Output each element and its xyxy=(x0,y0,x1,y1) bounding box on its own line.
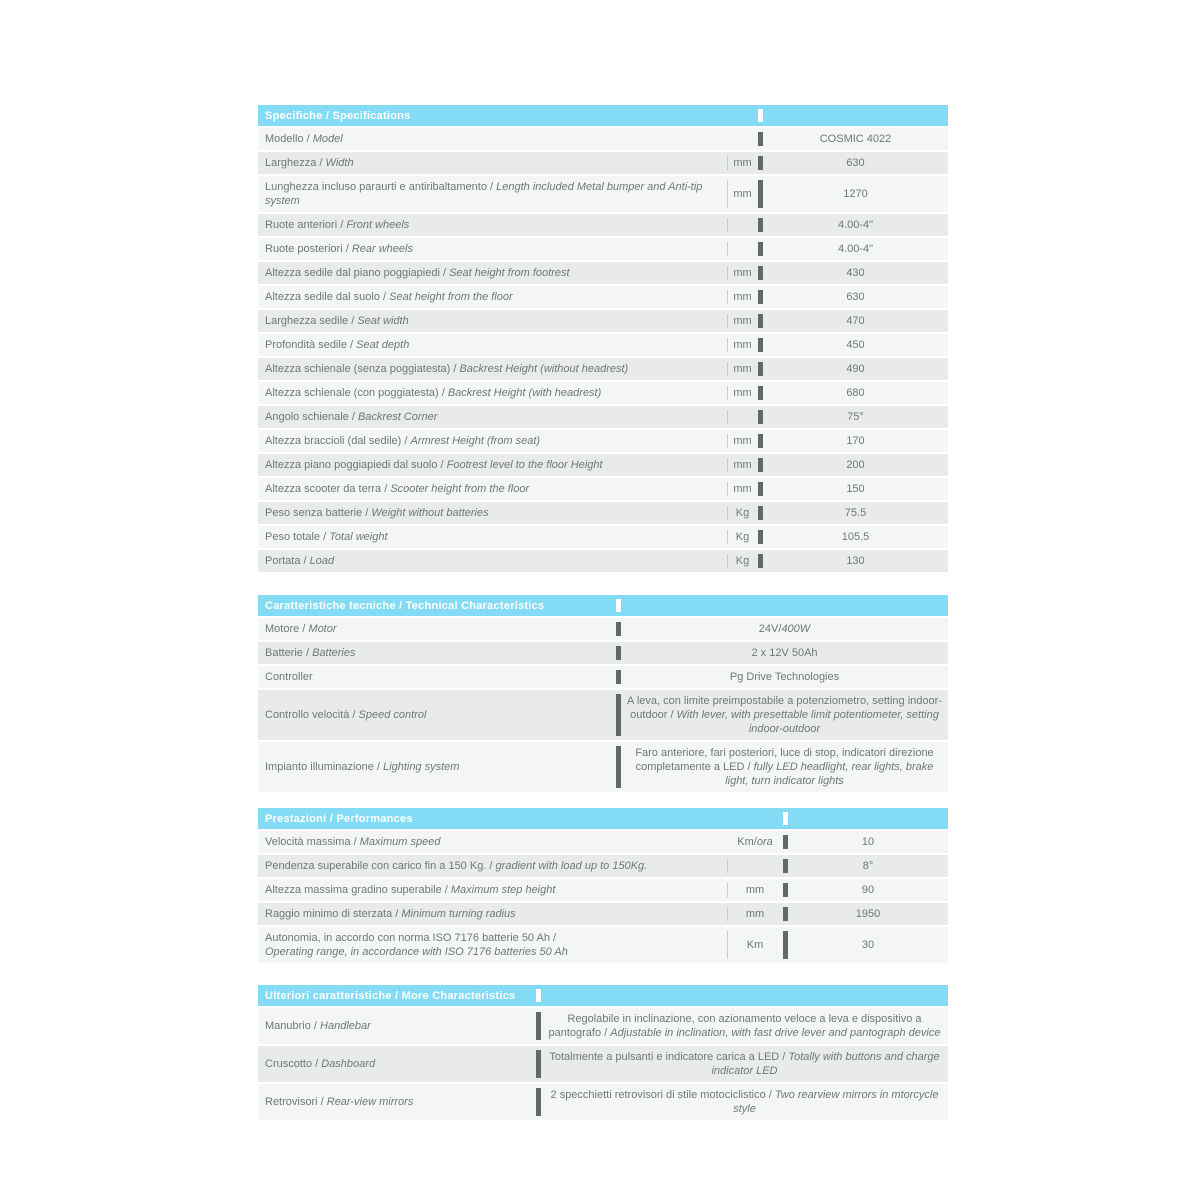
table-body xyxy=(258,831,948,963)
row-unit: mm xyxy=(727,334,758,356)
row-unit: mm xyxy=(727,454,758,476)
row-label: Ruote anteriori / Front wheels xyxy=(265,219,410,231)
row-label: Manubrio / Handlebar xyxy=(265,1020,371,1032)
header-divider-bar xyxy=(783,812,788,825)
table-more-characteristics xyxy=(258,985,948,1120)
row-unit: mm xyxy=(727,152,758,174)
row-unit: mm xyxy=(727,879,783,901)
table-technical-characteristics xyxy=(258,595,948,792)
row-value: 2 specchietti retrovisori di stile motociclistico / Two rearview mirrors in mtorcycle style xyxy=(550,1089,939,1115)
row-value: A leva, con limite preimpostabile a potenziometro, setting indoor-outdoor / With lever, with presettable limit potentiometer, setting indoor-outdoor xyxy=(627,695,942,735)
row-unit xyxy=(727,128,758,150)
row-unit: Kg xyxy=(727,550,758,572)
row-value: 130 xyxy=(846,555,865,567)
row-value: 105.5 xyxy=(841,531,870,543)
table-body xyxy=(258,618,948,792)
row-label: Altezza sedile dal suolo / Seat height from the floor xyxy=(265,291,513,303)
row-value: 1270 xyxy=(843,188,868,200)
row-value: 680 xyxy=(846,387,865,399)
table-body xyxy=(258,1008,948,1120)
row-unit: mm xyxy=(727,262,758,284)
row-unit xyxy=(727,406,758,428)
row-unit: mm xyxy=(727,358,758,380)
table-row xyxy=(258,526,948,548)
table-row xyxy=(258,286,948,308)
table-row xyxy=(258,454,948,476)
row-label: Velocità massima / Maximum speed xyxy=(265,836,441,848)
row-label: Pendenza superabile con carico fin a 150 Kg. / gradient with load up to 150Kg. xyxy=(265,860,648,872)
table-row xyxy=(258,214,948,236)
row-unit: Km/ ora xyxy=(737,836,773,848)
table-row xyxy=(258,690,948,740)
row-unit: mm xyxy=(727,478,758,500)
table-header xyxy=(258,105,948,126)
row-value: COSMIC 4022 xyxy=(819,133,892,145)
table-row xyxy=(258,502,948,524)
row-value: Faro anteriore, fari posteriori, luce di stop, indicatori direzione completamente a LED / fully LED headlight, rear lights, brake light, turn indicator lights xyxy=(635,747,934,787)
table-row xyxy=(258,855,948,877)
table-row xyxy=(258,903,948,925)
row-label: Retrovisori / Rear-view mirrors xyxy=(265,1096,414,1108)
table-row xyxy=(258,742,948,792)
row-label: Autonomia, in accordo con norma ISO 7176 batterie 50 Ah / Operating range, in accordance with ISO 7176 batteries 50 Ah xyxy=(265,932,568,958)
row-label: Raggio minimo di sterzata / Minimum turning radius xyxy=(265,908,516,920)
row-value: 4.00-4" xyxy=(837,219,874,231)
table-body xyxy=(258,128,948,572)
row-value: 630 xyxy=(846,291,865,303)
row-label: Altezza schienale (con poggiatesta) / Backrest Height (with headrest) xyxy=(265,387,602,399)
table-row xyxy=(258,879,948,901)
row-label: Angolo schienale / Backrest Corner xyxy=(265,411,438,423)
table-row xyxy=(258,831,948,853)
table-row xyxy=(258,358,948,380)
row-label: Peso senza batterie / Weight without batteries xyxy=(265,507,489,519)
row-unit: mm xyxy=(727,382,758,404)
table-header xyxy=(258,985,948,1006)
table-title: Ulteriori caratteristiche / More Characteristics xyxy=(265,989,516,1002)
table-row xyxy=(258,1084,948,1120)
row-value: Regolabile in inclinazione, con azionamento veloce a leva e dispositivo a pantografo / Adjustable in inclination, with fast drive lever and pantograph device xyxy=(548,1013,941,1039)
table-title: Caratteristiche tecniche / Technical Characteristics xyxy=(265,599,545,612)
table-row xyxy=(258,642,948,664)
table-specifications xyxy=(258,105,948,572)
row-unit: Km xyxy=(727,927,783,963)
row-unit xyxy=(727,855,783,877)
row-value: 75.5 xyxy=(844,507,867,519)
table-row xyxy=(258,927,948,963)
row-label: Larghezza sedile / Seat width xyxy=(265,315,409,327)
row-label: Altezza braccioli (dal sedile) / Armrest Height (from seat) xyxy=(265,435,541,447)
row-unit xyxy=(727,214,758,236)
table-title: Prestazioni / Performances xyxy=(265,812,413,825)
table-row xyxy=(258,238,948,260)
row-unit: Kg xyxy=(727,502,758,524)
header-divider-bar xyxy=(536,989,541,1002)
row-value: 1950 xyxy=(855,908,881,920)
table-row xyxy=(258,262,948,284)
row-value: 24V/400W xyxy=(758,623,811,635)
row-label: Larghezza / Width xyxy=(265,157,354,169)
row-value: 490 xyxy=(846,363,865,375)
table-row xyxy=(258,406,948,428)
row-value: 430 xyxy=(846,267,865,279)
table-row xyxy=(258,1046,948,1082)
table-row xyxy=(258,618,948,640)
row-unit: mm xyxy=(727,903,783,925)
row-label: Altezza piano poggiapiedi dal suolo / Footrest level to the floor Height xyxy=(265,459,603,471)
row-label: Profondità sedile / Seat depth xyxy=(265,339,410,351)
row-value: 4.00-4" xyxy=(837,243,874,255)
row-value: 10 xyxy=(861,836,875,848)
table-row xyxy=(258,430,948,452)
table-row xyxy=(258,334,948,356)
header-divider-bar xyxy=(758,109,763,122)
row-unit: Kg xyxy=(727,526,758,548)
row-unit: mm xyxy=(727,176,758,212)
row-value: 630 xyxy=(846,157,865,169)
row-value: Totalmente a pulsanti e indicatore carica a LED / Totally with buttons and charge indicator LED xyxy=(549,1051,940,1077)
table-row xyxy=(258,176,948,212)
row-unit: mm xyxy=(727,286,758,308)
table-row xyxy=(258,1008,948,1044)
table-title: Specifiche / Specifications xyxy=(265,109,411,122)
header-divider-bar xyxy=(616,599,621,612)
table-row xyxy=(258,152,948,174)
table-row xyxy=(258,550,948,572)
row-label: Impianto illuminazione / Lighting system xyxy=(265,761,460,773)
row-value: 75° xyxy=(847,411,864,423)
row-label: Altezza sedile dal piano poggiapiedi / Seat height from footrest xyxy=(265,267,570,279)
row-label: Lunghezza incluso paraurti e antiribaltamento / Length included Metal bumper and Anti-tip system xyxy=(265,181,703,207)
row-label: Altezza massima gradino superabile / Maximum step height xyxy=(265,884,556,896)
row-value: 450 xyxy=(846,339,865,351)
row-value: 170 xyxy=(846,435,865,447)
row-label: Portata / Load xyxy=(265,555,335,567)
row-label: Controller xyxy=(265,671,313,683)
table-row xyxy=(258,478,948,500)
row-value: Pg Drive Technologies xyxy=(729,671,840,683)
row-value: 200 xyxy=(846,459,865,471)
row-label: Batterie / Batteries xyxy=(265,647,356,659)
table-header xyxy=(258,808,948,829)
table-performances xyxy=(258,808,948,963)
row-label: Altezza scooter da terra / Scooter height from the floor xyxy=(265,483,530,495)
row-value: 90 xyxy=(861,884,875,896)
table-row xyxy=(258,128,948,150)
row-label: Altezza schienale (senza poggiatesta) / Backrest Height (without headrest) xyxy=(265,363,629,375)
row-value: 470 xyxy=(846,315,865,327)
row-unit: mm xyxy=(727,310,758,332)
row-label: Cruscotto / Dashboard xyxy=(265,1058,376,1070)
row-value: 150 xyxy=(846,483,865,495)
table-row xyxy=(258,666,948,688)
table-row xyxy=(258,310,948,332)
row-label: Modello / Model xyxy=(265,133,343,145)
row-unit: mm xyxy=(727,430,758,452)
row-label: Peso totale / Total weight xyxy=(265,531,388,543)
row-label: Motore / Motor xyxy=(265,623,337,635)
row-value: 2 x 12V 50Ah xyxy=(751,647,818,659)
table-header xyxy=(258,595,948,616)
row-unit xyxy=(727,238,758,260)
row-label: Controllo velocità / Speed control xyxy=(265,709,427,721)
row-value: 30 xyxy=(861,939,875,951)
row-label: Ruote posteriori / Rear wheels xyxy=(265,243,413,255)
table-row xyxy=(258,382,948,404)
row-value: 8° xyxy=(862,860,874,872)
